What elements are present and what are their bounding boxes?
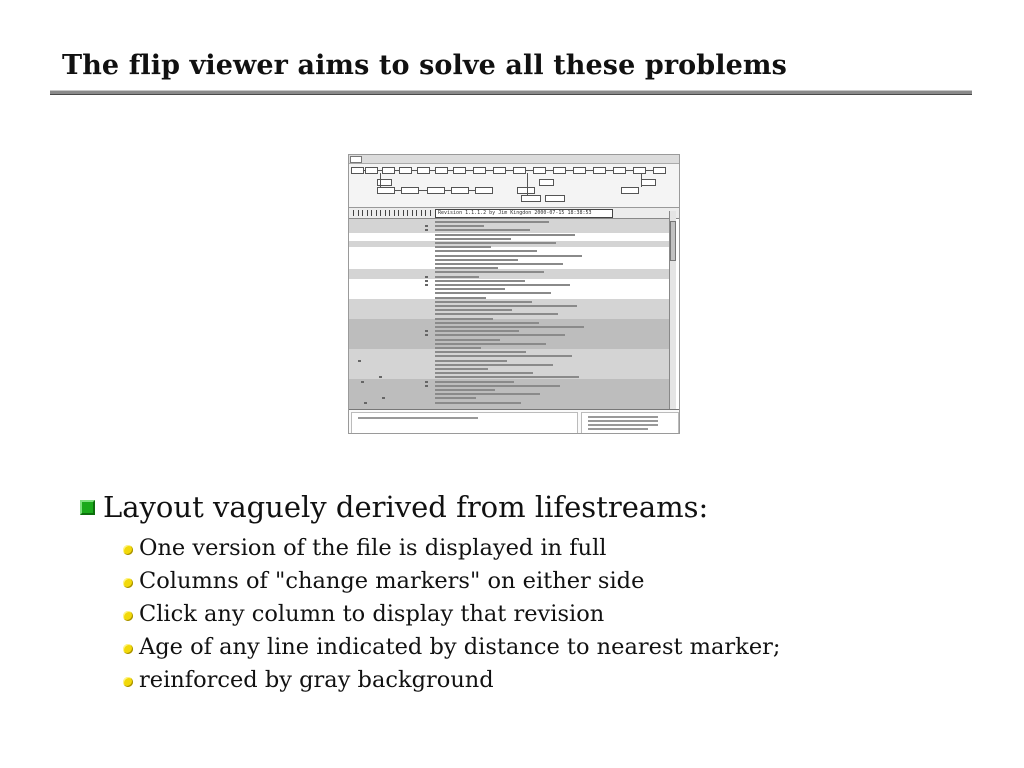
column-tick: [376, 210, 377, 216]
yellow-dot-bullet-icon: [123, 578, 133, 588]
code-line: [435, 347, 481, 349]
revision-node: [521, 195, 541, 202]
revision-node: [435, 167, 448, 174]
code-line: [435, 322, 539, 324]
column-tick: [389, 210, 390, 216]
revision-control-bar: [349, 208, 679, 219]
code-line: [435, 301, 532, 303]
revision-node: [473, 167, 486, 174]
code-line: [435, 376, 579, 378]
code-line: [435, 364, 553, 366]
change-marker: [425, 334, 428, 336]
code-line: [435, 381, 514, 383]
sub-bullet-text: reinforced by gray background: [139, 666, 494, 693]
code-line: [435, 263, 563, 265]
revision-edge: [586, 170, 593, 171]
code-line: [435, 276, 479, 278]
slide-title: The flip viewer aims to solve all these problems: [62, 50, 787, 81]
code-line: [435, 343, 546, 345]
change-marker: [425, 225, 428, 227]
change-marker: [425, 330, 428, 332]
revision-edge: [641, 173, 642, 187]
code-line: [435, 234, 575, 236]
code-line: [435, 334, 565, 336]
code-line: [435, 372, 533, 374]
log-line: [358, 417, 478, 419]
column-tick: [394, 210, 395, 216]
column-tick: [371, 210, 372, 216]
revision-node: [351, 167, 364, 174]
main-bullet: [80, 490, 708, 524]
revision-edge: [395, 190, 401, 191]
revision-edge: [380, 173, 381, 187]
green-square-bullet-icon: [80, 500, 95, 515]
change-marker: [425, 229, 428, 231]
revision-node: [641, 179, 656, 186]
revision-node: [573, 167, 586, 174]
column-tick: [403, 210, 404, 216]
code-line: [435, 297, 486, 299]
column-tick: [416, 210, 417, 216]
revision-node: [633, 167, 646, 174]
column-tick: [425, 210, 426, 216]
revision-edge: [646, 170, 653, 171]
revision-edge: [419, 190, 427, 191]
menu-bar: [349, 155, 679, 164]
main-bullet-text: Layout vaguely derived from lifestreams:: [103, 490, 709, 524]
change-marker: [425, 385, 428, 387]
column-tick: [353, 210, 354, 216]
code-line: [435, 402, 521, 404]
revision-node: [517, 187, 535, 194]
revision-node: [427, 187, 445, 194]
title-underline: [50, 90, 972, 95]
revision-node: [613, 167, 626, 174]
code-line: [435, 242, 556, 244]
rev-list-line: [588, 416, 658, 418]
sub-bullet-text: One version of the file is displayed in full: [139, 534, 607, 561]
code-line: [435, 385, 560, 387]
code-line: [435, 313, 558, 315]
code-line: [435, 221, 549, 223]
sub-bullet: [123, 663, 780, 696]
code-line: [435, 305, 577, 307]
code-line: [435, 280, 525, 282]
sub-bullet: [123, 597, 780, 630]
code-line: [435, 292, 551, 294]
column-tick: [421, 210, 422, 216]
menu-button: [350, 156, 362, 163]
change-marker: [361, 381, 364, 383]
revision-node: [545, 195, 565, 202]
revision-edge: [486, 170, 493, 171]
code-line: [435, 351, 526, 353]
column-tick: [367, 210, 368, 216]
revision-node: [382, 167, 395, 174]
revision-edge: [526, 170, 533, 171]
yellow-dot-bullet-icon: [123, 677, 133, 687]
sub-bullet-text: Click any column to display that revision: [139, 600, 605, 627]
revision-node: [365, 167, 378, 174]
change-marker: [425, 276, 428, 278]
code-line: [435, 246, 491, 248]
revision-edge: [527, 173, 528, 195]
code-line: [435, 267, 498, 269]
column-tick: [362, 210, 363, 216]
revision-node: [377, 187, 395, 194]
code-line: [435, 238, 511, 240]
scrollbar-thumb: [670, 221, 676, 261]
log-message-box: [351, 412, 578, 434]
change-marker: [364, 402, 367, 404]
revision-edge: [466, 170, 473, 171]
change-marker: [379, 376, 382, 378]
revision-edge: [546, 170, 553, 171]
code-line: [435, 318, 493, 320]
code-line: [435, 255, 582, 257]
revision-node: [493, 167, 506, 174]
sub-bullet-list: [123, 531, 780, 696]
column-tick: [358, 210, 359, 216]
revision-node: [553, 167, 566, 174]
source-code-view: [349, 219, 671, 409]
revision-node: [401, 187, 419, 194]
flip-viewer-screenshot: [348, 154, 680, 434]
code-line: [435, 284, 570, 286]
vertical-scrollbar: [669, 211, 676, 409]
code-line: [435, 397, 476, 399]
column-tick: [380, 210, 381, 216]
revision-node: [593, 167, 606, 174]
column-tick: [385, 210, 386, 216]
sub-bullet-text: Columns of "change markers" on either side: [139, 567, 645, 594]
revision-node: [513, 167, 526, 174]
code-line: [435, 271, 544, 273]
revision-info-box: Revision 1.1.1.2 by Jim Kingdon 2000-07-15 18:38:53: [435, 209, 613, 218]
code-line: [435, 330, 519, 332]
sub-bullet: [123, 564, 780, 597]
revision-edge: [566, 170, 573, 171]
code-line: [435, 229, 530, 231]
rev-list-line: [588, 428, 648, 430]
change-marker: [358, 360, 361, 362]
yellow-dot-bullet-icon: [123, 611, 133, 621]
revision-list-box: [581, 412, 679, 434]
change-marker: [382, 397, 385, 399]
sub-bullet: [123, 531, 780, 564]
rev-list-line: [588, 424, 658, 426]
sub-bullet-text: Age of any line indicated by distance to nearest marker;: [139, 633, 781, 660]
column-tick: [407, 210, 408, 216]
revision-node: [653, 167, 666, 174]
change-marker: [425, 280, 428, 282]
revision-edge: [506, 170, 513, 171]
revision-node: [417, 167, 430, 174]
code-line: [435, 225, 484, 227]
revision-node: [453, 167, 466, 174]
code-line: [435, 288, 505, 290]
code-line: [435, 389, 495, 391]
column-tick: [412, 210, 413, 216]
revision-node: [621, 187, 639, 194]
yellow-dot-bullet-icon: [123, 644, 133, 654]
column-tick: [398, 210, 399, 216]
revision-edge: [445, 190, 451, 191]
code-line: [435, 393, 540, 395]
column-tick: [430, 210, 431, 216]
revision-tree-panel: [349, 155, 679, 208]
change-marker: [425, 381, 428, 383]
code-line: [435, 326, 584, 328]
code-line: [435, 259, 518, 261]
revision-node: [451, 187, 469, 194]
revision-node: [533, 167, 546, 174]
age-band: [349, 279, 671, 299]
code-line: [435, 309, 512, 311]
revision-edge: [606, 170, 613, 171]
rev-list-line: [588, 420, 658, 422]
revision-node: [475, 187, 493, 194]
code-line: [435, 360, 507, 362]
revision-edge: [469, 190, 475, 191]
revision-node: [539, 179, 554, 186]
code-line: [435, 339, 500, 341]
yellow-dot-bullet-icon: [123, 545, 133, 555]
code-line: [435, 368, 488, 370]
change-marker: [425, 284, 428, 286]
sub-bullet: [123, 630, 780, 663]
code-line: [435, 355, 572, 357]
log-panel: [349, 409, 679, 434]
revision-node: [399, 167, 412, 174]
revision-edge: [626, 170, 633, 171]
code-line: [435, 250, 537, 252]
